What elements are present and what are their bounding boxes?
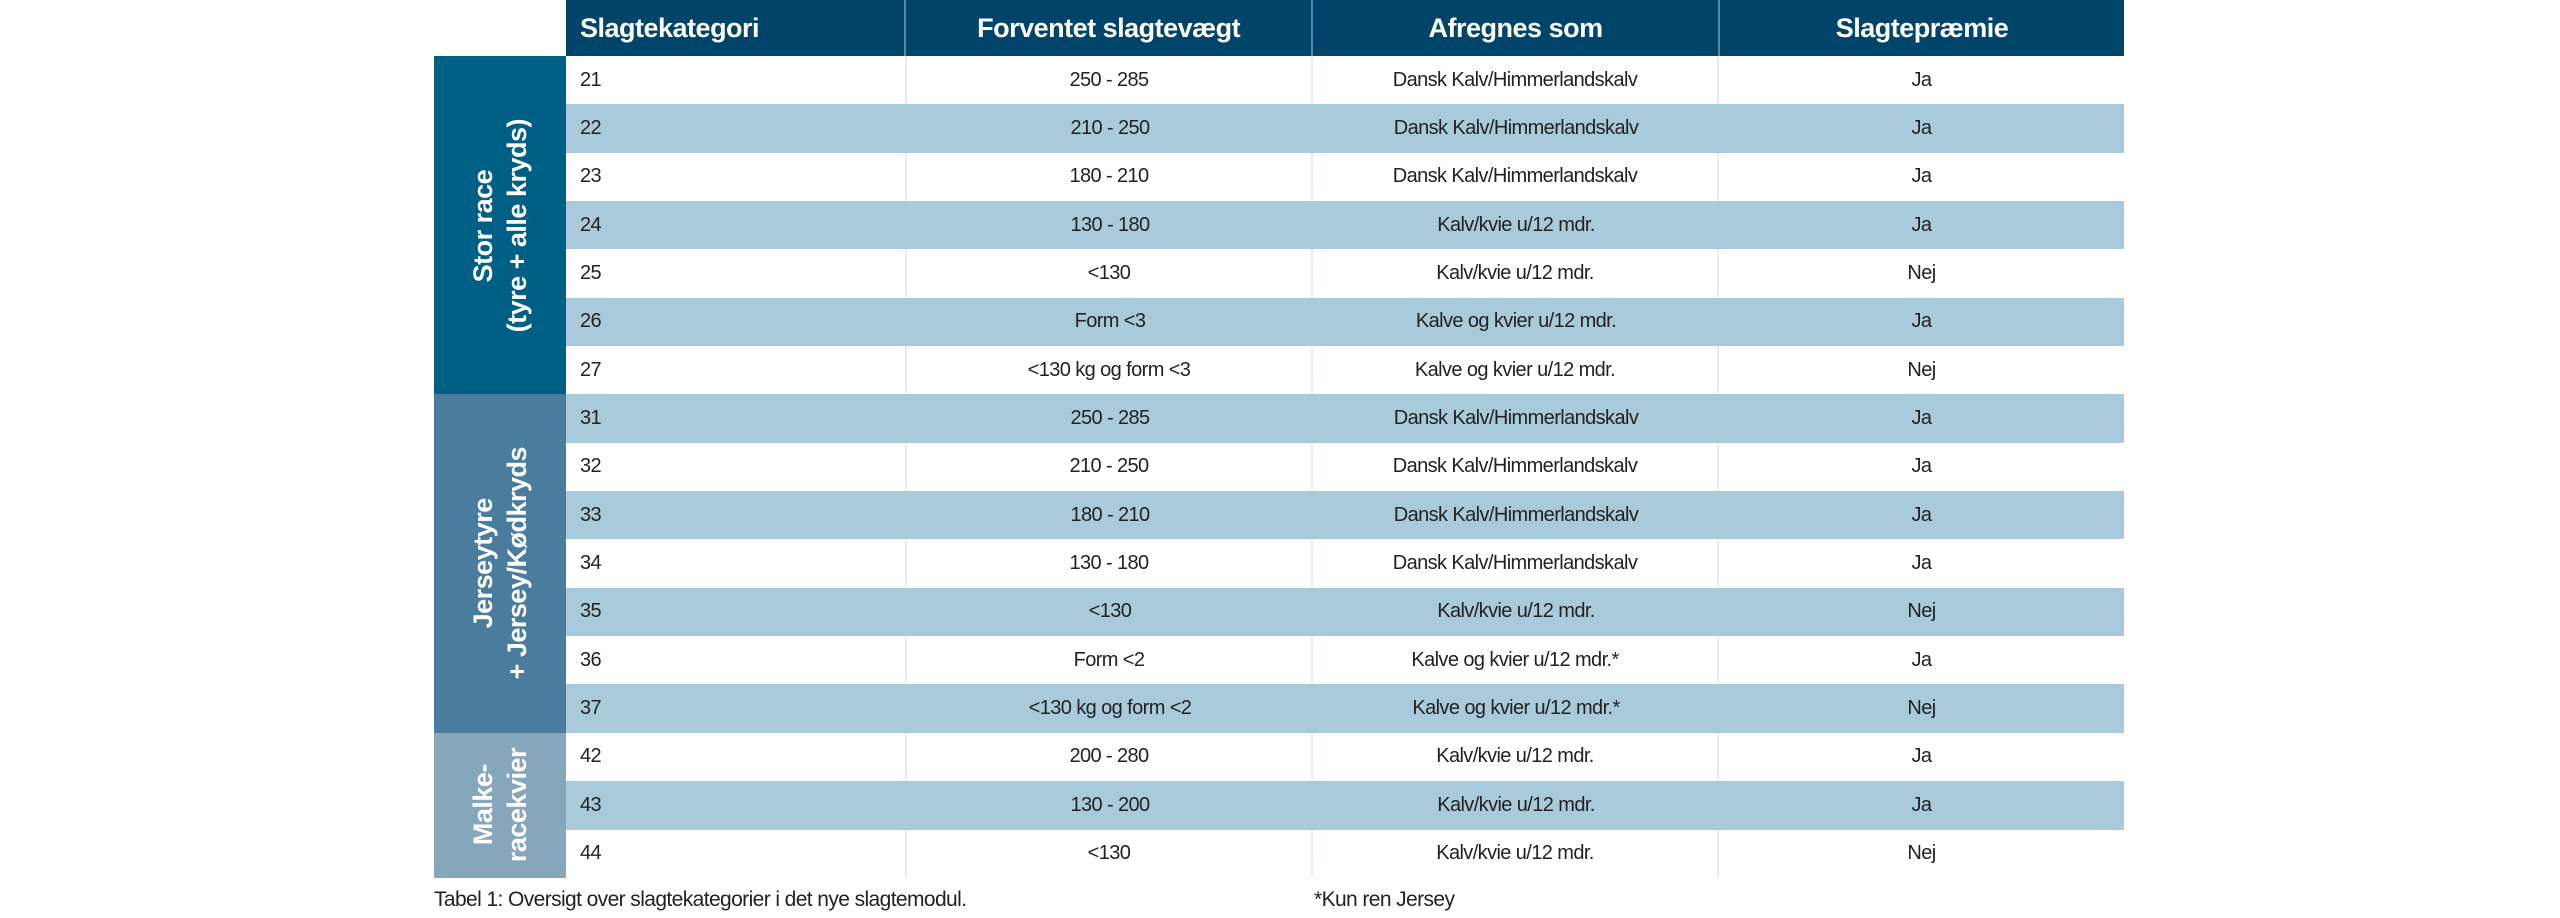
table-row (566, 249, 2124, 297)
category-cell: 35 (580, 600, 602, 623)
premium-cell: Nej (1907, 600, 1936, 623)
category-cell: 44 (566, 830, 907, 878)
premium-cell: Ja (1911, 552, 1932, 575)
weight-cell: <130 kg og form <3 (907, 346, 1313, 394)
premium-cell: Ja (1911, 455, 1932, 478)
footnote: *Kun ren Jersey (1314, 888, 1455, 911)
group-label (466, 447, 534, 679)
settlement-cell: Kalv/kvie u/12 mdr. (1313, 249, 1719, 297)
category-cell: 37 (580, 697, 602, 720)
weight-cell: 210 - 250 (907, 443, 1313, 491)
table-row (566, 394, 2124, 442)
weight-cell: <130 (1088, 600, 1132, 623)
weight-cell: 130 - 180 (907, 539, 1313, 587)
weight-cell: 250 - 285 (907, 56, 1313, 104)
category-cell: 43 (580, 793, 602, 816)
weight-cell: 180 - 210 (1070, 503, 1150, 526)
premium-cell: Ja (1911, 407, 1932, 430)
settlement-cell: Dansk Kalv/Himmerlandskalv (1313, 56, 1719, 104)
premium-cell: Nej (1907, 262, 1936, 285)
group-jersey (434, 394, 566, 732)
slaughter-category-table (566, 0, 2124, 878)
table-header (566, 0, 2124, 56)
settlement-cell: Dansk Kalv/Himmerlandskalv (1313, 153, 1719, 201)
group-malkeracekvier (434, 733, 566, 878)
table-row (566, 539, 2124, 587)
weight-cell: 250 - 285 (1070, 407, 1150, 430)
settlement-cell: Kalv/kvie u/12 mdr. (1437, 213, 1595, 236)
weight-cell: <130 kg og form <2 (1028, 697, 1192, 720)
group-label-line2: (tyre + alle kryds) (502, 118, 532, 332)
premium-cell: Ja (1911, 68, 1932, 91)
table-caption: Tabel 1: Oversigt over slagtekategorier i det nye slagtemodul. (434, 888, 967, 911)
category-cell: 33 (580, 503, 602, 526)
premium-cell: Ja (1911, 213, 1932, 236)
premium-cell: Nej (1907, 697, 1936, 720)
table-row (566, 684, 2124, 732)
group-label-line1: Jerseytyre (468, 498, 498, 629)
settlement-cell: Kalve og kvier u/12 mdr.* (1313, 636, 1719, 684)
header-slagtepraemie: Slagtepræmie (1835, 12, 2009, 43)
premium-cell: Ja (1911, 793, 1932, 816)
premium-cell: Nej (1907, 842, 1936, 865)
table-row (566, 104, 2124, 152)
premium-cell: Ja (1911, 503, 1932, 526)
premium-cell: Ja (1911, 165, 1932, 188)
premium-cell: Ja (1911, 310, 1932, 333)
category-cell: 36 (566, 636, 907, 684)
table-row (566, 298, 2124, 346)
header-slagtekategori: Slagtekategori (566, 0, 906, 56)
table-body (566, 56, 2124, 878)
premium-cell: Ja (1911, 648, 1932, 671)
table-row (566, 781, 2124, 829)
settlement-cell: Kalve og kvier u/12 mdr. (1415, 310, 1617, 333)
group-stor-race (434, 56, 566, 394)
weight-cell: <130 (907, 249, 1313, 297)
group-label-line1: Malke- (468, 764, 498, 846)
weight-cell: Form <3 (1074, 310, 1146, 333)
category-cell: 23 (566, 153, 907, 201)
group-label-line2: racekvier (502, 748, 532, 863)
settlement-cell: Dansk Kalv/Himmerlandskalv (1313, 539, 1719, 587)
settlement-cell: Dansk Kalv/Himmerlandskalv (1313, 443, 1719, 491)
table-row (566, 588, 2124, 636)
group-labels (434, 56, 566, 878)
group-label (466, 119, 534, 332)
weight-cell: 180 - 210 (907, 153, 1313, 201)
table-row (566, 153, 2124, 201)
weight-cell: 130 - 200 (1070, 793, 1150, 816)
settlement-cell: Kalv/kvie u/12 mdr. (1313, 830, 1719, 878)
table-row (566, 636, 2124, 684)
group-label-line2: + Jersey/Kødkryds (502, 447, 532, 680)
weight-cell: 200 - 280 (907, 733, 1313, 781)
settlement-cell: Dansk Kalv/Himmerlandskalv (1393, 117, 1639, 140)
settlement-cell: Dansk Kalv/Himmerlandskalv (1393, 503, 1639, 526)
group-label-line1: Stor race (468, 168, 498, 282)
table-row (566, 733, 2124, 781)
settlement-cell: Kalv/kvie u/12 mdr. (1437, 793, 1595, 816)
category-cell: 31 (580, 407, 602, 430)
weight-cell: <130 (907, 830, 1313, 878)
weight-cell: Form <2 (907, 636, 1313, 684)
table-row (566, 56, 2124, 104)
settlement-cell: Kalve og kvier u/12 mdr. (1313, 346, 1719, 394)
table-row (566, 491, 2124, 539)
weight-cell: 210 - 250 (1070, 117, 1150, 140)
settlement-cell: Kalve og kvier u/12 mdr.* (1412, 697, 1620, 720)
category-cell: 24 (580, 213, 602, 236)
category-cell: 34 (566, 539, 907, 587)
table-row (566, 830, 2124, 878)
premium-cell: Nej (1907, 358, 1936, 381)
category-cell: 27 (566, 346, 907, 394)
table-row (566, 346, 2124, 394)
premium-cell: Ja (1911, 117, 1932, 140)
category-cell: 26 (580, 310, 602, 333)
header-afregnes-som: Afregnes som (1313, 0, 1720, 56)
settlement-cell: Kalv/kvie u/12 mdr. (1313, 733, 1719, 781)
category-cell: 21 (566, 56, 907, 104)
premium-cell: Ja (1911, 745, 1932, 768)
category-cell: 32 (566, 443, 907, 491)
category-cell: 22 (580, 117, 602, 140)
settlement-cell: Kalv/kvie u/12 mdr. (1437, 600, 1595, 623)
table-row (566, 201, 2124, 249)
category-cell: 25 (566, 249, 907, 297)
category-cell: 42 (566, 733, 907, 781)
header-forventet-slagtevaegt: Forventet slagtevægt (906, 0, 1313, 56)
weight-cell: 130 - 180 (1070, 213, 1150, 236)
group-label (466, 748, 534, 862)
settlement-cell: Dansk Kalv/Himmerlandskalv (1393, 407, 1639, 430)
table-row (566, 443, 2124, 491)
